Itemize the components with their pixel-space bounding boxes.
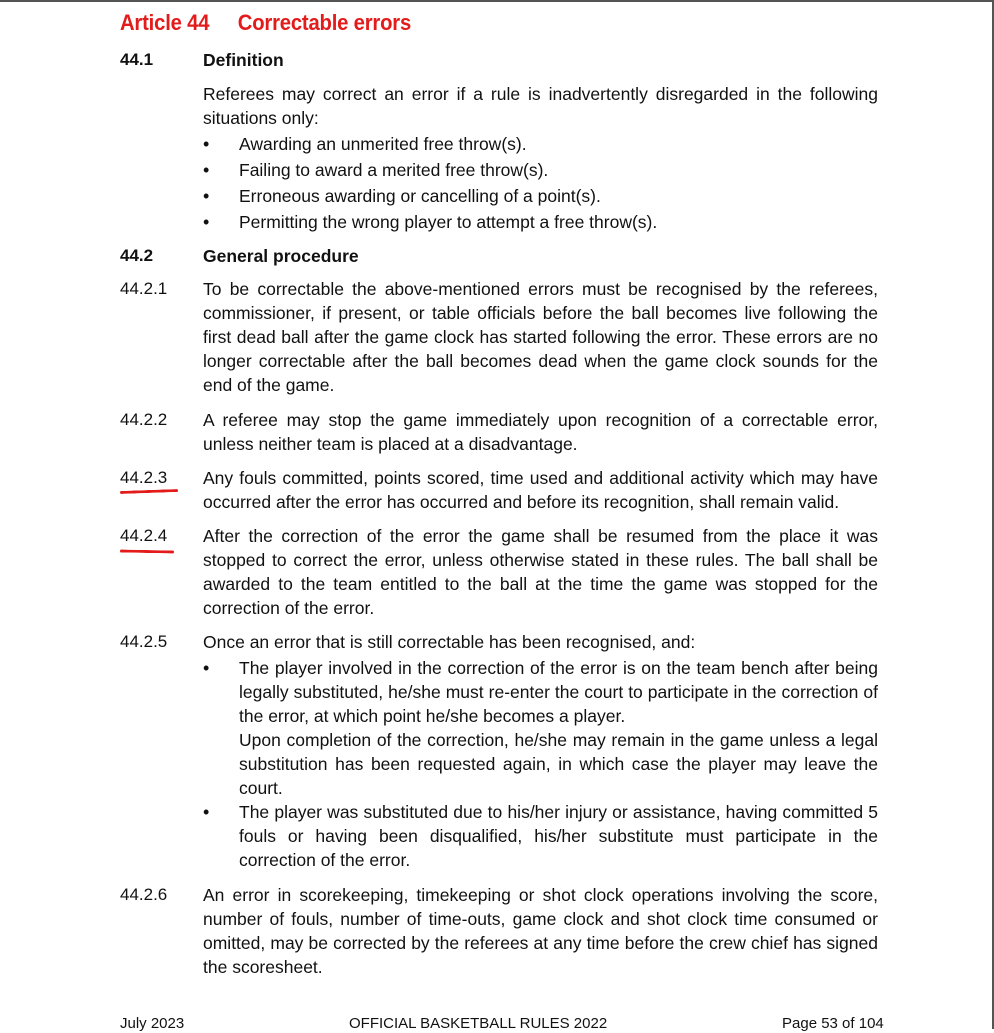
section-body: [203, 82, 878, 234]
paragraph: Once an error that is still correctable has been recognised, and:: [203, 632, 696, 652]
section-number: 44.2.5: [120, 632, 168, 651]
footer-title: OFFICIAL BASKETBALL RULES 2022: [349, 1015, 608, 1032]
bullet-list: [203, 132, 878, 234]
section-number: 44.1: [120, 50, 154, 69]
red-underline-annotation: [120, 550, 174, 554]
footer-page-number: Page 53 of 104: [782, 1015, 884, 1032]
list-item: [203, 656, 878, 800]
section-number: 44.2.3: [120, 468, 168, 487]
section-number: 44.2.6: [120, 885, 168, 904]
list-item: • Permitting the wrong player to attempt a free throw(s).: [203, 210, 878, 234]
footer-date: July 2023: [120, 1015, 185, 1032]
article-title: [120, 10, 411, 36]
section-heading: General procedure: [203, 246, 359, 266]
list-item: • The player was substituted due to his/her injury or assistance, having committed 5 fouls or having been disqualified, his/her substitute must participate in the correction of the error.: [203, 800, 878, 872]
bullet-list: [203, 656, 878, 872]
list-item: • Awarding an unmerited free throw(s).: [203, 132, 878, 156]
list-item: • Failing to award a merited free throw(s).: [203, 158, 878, 182]
paragraph: After the correction of the error the game shall be resumed from the place it was stopped to correct the error, unless otherwise stated in these rules. The ball shall be awarded to the team entitled to the ball at the time the game was stopped for the correction of the error.: [203, 526, 878, 618]
paragraph: To be correctable the above-mentioned errors must be recognised by the referees, commissioner, if present, or table officials before the ball becomes live following the first dead ball after the game clock has started following the error. These errors are no longer correctable after the ball becomes dead when the game clock sounds for the end of the game.: [203, 279, 878, 395]
red-underline-annotation: [120, 489, 178, 494]
paragraph: Referees may correct an error if a rule is inadvertently disregarded in the following situations only:: [203, 84, 878, 128]
paragraph: An error in scorekeeping, timekeeping or shot clock operations involving the score, number of fouls, number of time-outs, game clock and shot clock time consumed or omitted, may be corrected by the referees at any time before the crew chief has signed the scoresheet.: [203, 885, 878, 977]
section-heading: Definition: [203, 50, 284, 70]
list-item: • Erroneous awarding or cancelling of a point(s).: [203, 184, 878, 208]
list-item-text: • The player involved in the correction of the error is on the team bench after being legally substituted, he/she must re-enter the court to participate in the correction of the error, at which point he/she becomes a player.: [239, 658, 878, 726]
section-number: 44.2.4: [120, 526, 168, 545]
paragraph: A referee may stop the game immediately upon recognition of a correctable error, unless neither team is placed at a disadvantage.: [203, 410, 878, 454]
list-item-continuation: Upon completion of the correction, he/she may remain in the game unless a legal substitution has been requested again, in which case the player may leave the court.: [239, 730, 878, 798]
section-number: 44.2.2: [120, 410, 168, 429]
article-name: Correctable errors: [237, 10, 412, 35]
section-number: 44.2: [120, 246, 154, 265]
section-body: [203, 630, 878, 872]
section-number: 44.2.1: [120, 279, 168, 298]
paragraph: Any fouls committed, points scored, time used and additional activity which may have occurred after the error has occurred and before its recognition, shall remain valid.: [203, 468, 878, 512]
article-number: Article 44: [120, 10, 210, 35]
